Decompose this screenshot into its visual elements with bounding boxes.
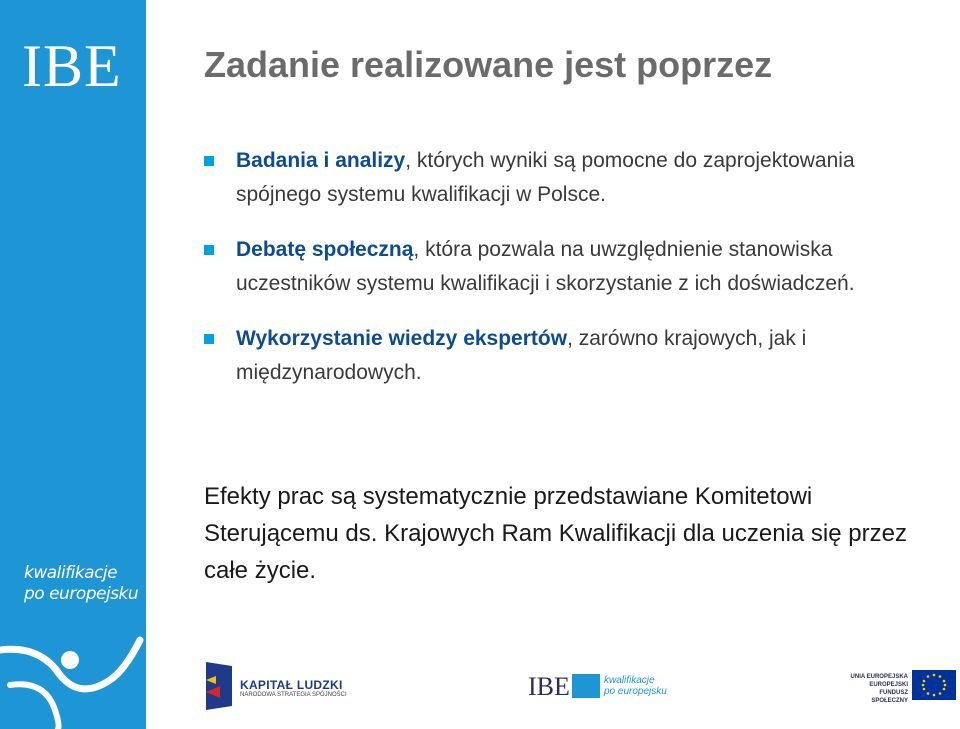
human-figure-icon: [0, 620, 146, 729]
bullet-rest: , która pozwala na uwzględnienie stanowiska uczestników systemu kwalifikacji i skorzystanie z ich doświadczeń.: [236, 238, 855, 295]
square-bullet-icon: [204, 334, 214, 344]
ibe-logo: IBE: [22, 33, 122, 99]
kapital-ludzki-logo-icon: [204, 662, 236, 710]
bullet-rest: , których wyniki są pomocne do zaprojektowania spójnego systemu kwalifikacji w Polsce.: [236, 149, 855, 206]
bullet-bold: Wykorzystanie wiedzy ekspertów: [236, 327, 568, 350]
square-bullet-icon: [204, 156, 214, 166]
bullet-item: [204, 322, 944, 390]
eu-flag-icon: [912, 670, 956, 700]
footer-logos: [146, 640, 960, 729]
ibe-footer-tagline: [604, 675, 667, 697]
square-bullet-icon: [204, 245, 214, 255]
kapital-ludzki-title: KAPITAŁ LUDZKI: [240, 678, 343, 692]
bullet-rest: , zarówno krajowych, jak i międzynarodowych.: [236, 327, 807, 384]
sidebar-tagline-line1: kwalifikacje: [24, 563, 118, 583]
bullet-list: [204, 144, 944, 411]
ibe-footer-logo: IBE: [528, 672, 570, 701]
bullet-bold: Debatę społeczną: [236, 238, 414, 261]
ue-line2: EUROPEJSKI: [869, 682, 908, 688]
ibe-footer-tagline-line2: po europejsku: [604, 686, 667, 697]
bullet-item: [204, 233, 944, 301]
ue-line1: UNIA EUROPEJSKA: [850, 674, 908, 680]
bullet-item: [204, 144, 944, 212]
kapital-ludzki-subtitle: NARODOWA STRATEGIA SPÓJNOŚCI: [240, 692, 347, 698]
ibe-figure-icon: [572, 674, 600, 698]
summary-paragraph: Efekty prac są systematycznie przedstawiane Komitetowi Sterującemu ds. Krajowych Ram Kwalifikacji dla uczenia się przez całe życie.: [204, 483, 907, 584]
sidebar: [0, 0, 146, 729]
sidebar-tagline-line2: po europejsku: [24, 584, 139, 604]
ibe-footer-tagline-line1: kwalifikacje: [604, 675, 655, 686]
ue-text: [846, 673, 908, 705]
bullet-bold: Badania i analizy: [236, 149, 406, 172]
sidebar-tagline: [24, 563, 138, 605]
slide-title: Zadanie realizowane jest poprzez: [204, 44, 773, 85]
ue-line3: FUNDUSZ SPOŁECZNY: [871, 690, 908, 704]
